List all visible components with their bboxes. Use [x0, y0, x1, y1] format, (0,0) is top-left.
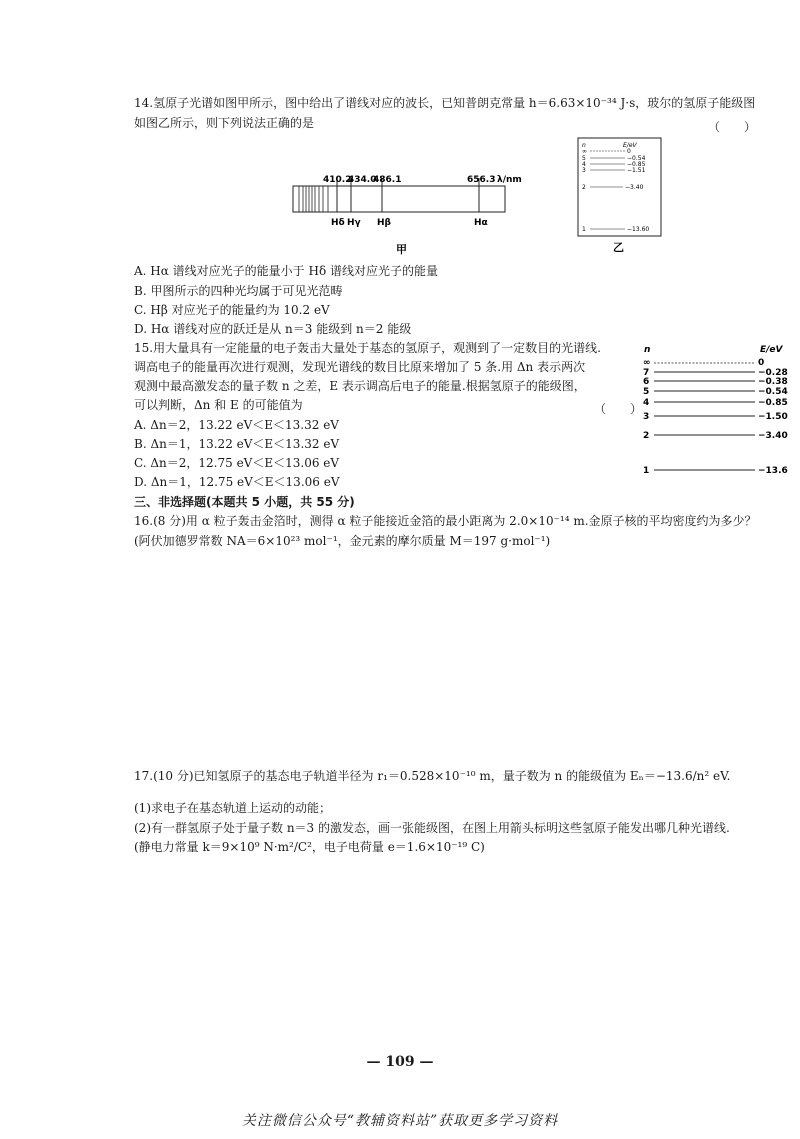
wavelength-label: 410.2: [323, 175, 352, 185]
page-number: — 109 —: [366, 1054, 434, 1070]
q15-line1: 15.用大量具有一定能量的电子轰击大量处于基态的氢原子，观测到了一定数目的光谱线.: [134, 341, 601, 355]
level-e: 0: [758, 358, 765, 368]
level-e: −0.28: [758, 368, 788, 378]
q17-sub3: (静电力常量 k＝9×10⁹ N·m²/C²，电子电荷量 e＝1.6×10⁻¹⁹ C): [134, 840, 485, 854]
q14-option-b: B. 甲图所示的四种光均属于可见光范畴: [134, 284, 343, 298]
q15-option-d: D. Δn＝1，12.75 eV＜E＜13.06 eV: [134, 475, 340, 489]
q14-line1: 14.氢原子光谱如图甲所示，图中给出了谱线对应的波长，已知普朗克常量 h＝6.63×10⁻³⁴ J·s，玻尔的氢原子能级图: [134, 96, 756, 110]
level-e: −1.50: [758, 412, 788, 422]
level-n: 1: [582, 226, 586, 233]
level-n: 5: [582, 155, 586, 162]
line-label: Hδ: [331, 218, 345, 228]
level-e: −0.54: [627, 155, 646, 162]
q14-option-d: D. Hα 谱线对应的跃迁是从 n＝3 能级到 n＝2 能级: [134, 322, 412, 336]
level-e: −0.85: [758, 398, 788, 408]
n-axis-label: n: [644, 345, 651, 355]
q17-line1: 17.(10 分)已知氢原子的基态电子轨道半径为 r₁＝0.528×10⁻¹⁰ m，量子数为 n 的能级值为 Eₙ＝−13.6/n² eV.: [134, 769, 731, 783]
level-n: 7: [643, 368, 650, 378]
energy-level-figure-yi: [575, 135, 665, 255]
wavelength-unit: λ/nm: [497, 175, 522, 185]
spectrum-figure: [285, 168, 535, 263]
q17-sub1: (1)求电子在基态轨道上运动的动能；: [134, 801, 331, 815]
energy-level-figure-q15: [640, 340, 790, 480]
q15-option-b: B. Δn＝1，13.22 eV＜E＜13.32 eV: [134, 437, 340, 451]
q15-option-c: C. Δn＝2，12.75 eV＜E＜13.06 eV: [134, 456, 340, 470]
q15-answer-bracket: （ ）: [594, 402, 643, 416]
level-n: 4: [643, 398, 650, 408]
level-e: −0.85: [627, 161, 646, 168]
line-label: Hγ: [347, 218, 361, 228]
q14-answer-bracket: （ ）: [708, 120, 757, 134]
level-e: 0: [627, 148, 631, 155]
figure-caption-yi: 乙: [613, 241, 624, 254]
line-label: Hβ: [377, 218, 391, 228]
level-n: ∞: [582, 148, 587, 155]
level-e: −0.38: [758, 377, 788, 387]
wavelength-label: 434.0: [348, 175, 377, 185]
level-e: −13.6: [758, 466, 788, 476]
level-n: 4: [582, 161, 586, 168]
level-e: −3.40: [758, 431, 788, 441]
q15-line4: 可以判断，Δn 和 E 的可能值为: [134, 398, 303, 412]
wavelength-label: 486.1: [373, 175, 402, 185]
level-n: 1: [643, 466, 650, 476]
level-n: 6: [643, 377, 650, 387]
level-n: 2: [582, 184, 586, 191]
level-n: ∞: [643, 358, 651, 368]
figure-caption-jia: 甲: [396, 243, 407, 256]
e-axis-label: E/eV: [623, 142, 637, 149]
q16-line1: 16.(8 分)用 α 粒子轰击金箔时，测得 α 粒子能接近金箔的最小距离为 2.0×10⁻¹⁴ m.金原子核的平均密度约为多少？: [134, 514, 757, 528]
footer-note: 关注微信公众号“教辅资料站”获取更多学习资料: [241, 1113, 559, 1129]
level-n: 3: [643, 412, 650, 422]
e-axis-label: E/eV: [760, 345, 783, 355]
q14-line2: 如图乙所示，则下列说法正确的是: [134, 116, 315, 130]
q14-option-c: C. Hβ 对应光子的能量约为 10.2 eV: [134, 303, 330, 317]
n-axis-label: n: [582, 142, 586, 149]
q15-line2: 调高电子的能量再次进行观测，发现光谱线的数目比原来增加了 5 条.用 Δn 表示两次: [134, 360, 586, 374]
wavelength-label: 656.3: [467, 175, 496, 185]
q16-line2: (阿伏加德罗常数 NA＝6×10²³ mol⁻¹，金元素的摩尔质量 M＝197 g·mol⁻¹): [134, 534, 551, 548]
q15-option-a: A. Δn＝2，13.22 eV＜E＜13.32 eV: [134, 418, 339, 432]
level-e: −3.40: [625, 184, 644, 191]
level-n: 5: [643, 387, 650, 397]
section-heading: 三、非选择题(本题共 5 小题，共 55 分): [134, 495, 355, 509]
level-n: 2: [643, 431, 650, 441]
line-label: Hα: [474, 218, 488, 228]
q17-sub2: (2)有一群氢原子处于量子数 n＝3 的激发态，画一张能级图，在图上用箭头标明这些氢原子能发出哪几种光谱线.: [134, 821, 730, 835]
q14-option-a: A. Hα 谱线对应光子的能量小于 Hδ 谱线对应光子的能量: [134, 264, 438, 278]
q15-line3: 观测中最高激发态的量子数 n 之差，E 表示调高后电子的能量.根据氢原子的能级图，: [134, 379, 586, 393]
level-e: −1.51: [627, 167, 646, 174]
level-e: −13.60: [627, 226, 650, 233]
level-n: 3: [582, 167, 586, 174]
level-e: −0.54: [758, 387, 788, 397]
